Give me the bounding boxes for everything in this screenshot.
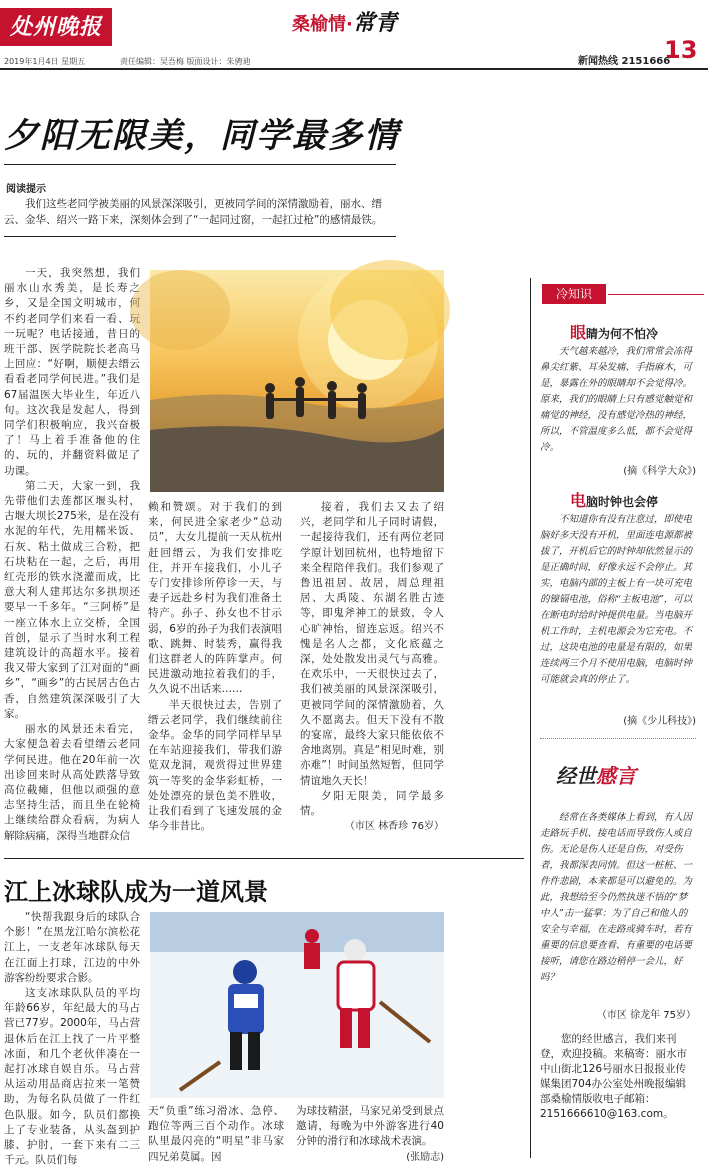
section-name-b: 常青 — [352, 11, 397, 36]
eye-title-rest: 睛为何不怕冷 — [586, 327, 659, 341]
paragraph: 第二天，大家一到，我先带他们去莲都区堰头村，古堰大坝长275米，是在没有水泥的年代，先用糯米饭、石灰、粘土做成三合粉，把石块粘在一起，之后，再用红壳形的铁水浇灌而成，比意大利人建邦达尔多拱坝还要早一千多年。“三阿桥”是一座立体水上立交桥，全国首创，显示了当时水利工程建筑设计的高超水平。接着我又带大家到了江对面的“画乡”，“画乡”的古民居古色古香，自然建筑深深吸引了大家。 — [4, 479, 140, 720]
lead-divider — [4, 164, 396, 165]
page-number: 13 — [664, 36, 698, 64]
clock-title-rest: 脑时钟也会停 — [586, 495, 659, 509]
eye-item-body: 天气越来越冷，我们常常会冻得鼻尖红紫、耳朵发痛、手指麻木，可是，暴露在外的眼睛却不会觉得冷。原来，我们的眼睛上只有感觉触觉和痛觉的神经，没有感觉冷热的神经，所以，不管温度多么低，都不会觉得冷。 — [540, 346, 693, 453]
eye-item-title — [570, 320, 658, 343]
editors-credit: 责任编辑：吴吾梅 版面设计：朱骋迪 — [120, 57, 251, 66]
submission-invite: 您的经世感言，我们来刊登，欢迎投稿。来稿寄：丽水市中山街北126号丽水日报报业传媒集团704办公室处州晚报编辑部桑榆情版收电子邮箱：2151666610@163.com。 — [540, 1033, 687, 1120]
ice-column-1 — [4, 910, 140, 1167]
badge-line — [608, 294, 704, 295]
lead-divider-bottom — [4, 236, 396, 237]
paragraph: 接着，我们去又去了绍兴，老同学和儿子同时请假，一起接待我们，还有两位老同学原计划回杭州，也特地留下来全程陪伴我们。我们参观了鲁迅祖居、故居，周总理祖居、大禹陵、东湖名胜古迹等，即鬼斧神工的景致，令人心旷神怡，留连忘返。绍兴不愧是名人之都，文化底蕴之深，处处散发出灵气与高雅。在欢乐中，一天很快过去了，我们被美丽的风景深深吸引，更被同学间的深情激励着，久久不愿离去。但天下没有不散的宴席，最终大家只能依依不舍地离别。真是“相见时难，别亦难”！时间虽然短暂，但同学情谊地久天长！ — [300, 501, 444, 787]
lead-text: 我们这些老同学被美丽的风景深深吸引，更被同学间的深情激励着，丽水、缙云、金华、绍兴一路下来，深刻体会到了“一起同过窗，一起扛过枪”的感情最铁。 — [4, 198, 383, 226]
eye-title-big: 眼 — [570, 323, 587, 342]
paragraph: 半天很快过去，告别了缙云老同学，我们继续前往金华。金华的同学同样早早在车站迎接我们，带我们游览双龙洞，观赏得过世界建筑一等奖的金华彩虹桥，一处处漂亮的景色美不胜收，让我们看到了飞速发展的金华今非昔比。 — [148, 698, 282, 833]
experience-column-title — [556, 760, 636, 789]
article-column-3 — [300, 500, 444, 840]
clock-item-title — [570, 488, 658, 511]
experience-title-b: 感言 — [596, 764, 636, 788]
sidebar-dotted-divider — [540, 738, 696, 739]
experience-signature: （市区 徐龙年 75岁） — [596, 1010, 696, 1021]
dateline: 2019年1月4日 星期五 — [4, 57, 86, 66]
sunset-friends-photo — [150, 270, 444, 492]
paragraph: 赖和赞颂。对于我们的到来，何民进全家老少“总动员”，大女儿提前一天从杭州赶回缙云，为我们安排吃住，并开车接我们，小儿子专门安排诊所停诊一天，与妻子远赴乡村为我们准备土特产。孙子、孙女也不甘示弱，6岁的孙子为我们表演唱歌、跳舞、时装秀，赢得我们这群老人的阵阵掌声。何民进激动地拉着我们的手，久久说不出话来…… — [148, 501, 282, 696]
masthead-divider — [0, 68, 708, 70]
clock-title-big: 电 — [570, 491, 587, 510]
article-column-1 — [4, 266, 140, 844]
article-column-2 — [148, 500, 282, 840]
sidebar-divider — [530, 278, 531, 1158]
clock-item-body: 不知道你有没有注意过，即使电脑好多天没有开机，里面连电源都被拔了，开机后它的时钟却依然显示的是正确时间，好像永远不会停止。其实，电脑内部的主板上有一块可充电的镍镉电池，俗称“主板电池”，可以在断电时给时钟提供电量。当电脑开机工作时，主机电源会为它充电。不过，这块电池的电量是有限的，如果连续两三个月不使用电脑，电脑时钟可能就会真的停止了。 — [540, 514, 693, 685]
section-name — [292, 6, 397, 37]
ice-hockey-photo — [150, 912, 444, 1098]
lead-label: 阅读提示 — [6, 184, 46, 195]
paragraph: 为球技精湛，马家兄弟受到景点邀请，每晚为中外游客进行40分钟的滑行和冰球战术表演。 — [296, 1105, 444, 1148]
paragraph: 夕阳无限美，同学最多情。 — [300, 789, 444, 818]
paragraph: 这支冰球队队员的平均年龄66岁，年纪最大的马占营已77岁。2000年，马占营退休后在江上找了一片平整冰面，和几个老伙伴凑在一起打冰球自娱自乐。马占营从运动用品商店拉来一笔赞助，为每名队员做了一件红色队服。如今，队员们都换上了专业装备，从头盔到护膝、护肘，一套下来有二三千元。队员们每 — [4, 987, 140, 1167]
main-headline: 夕阳无限美，同学最多情 — [4, 116, 400, 156]
experience-body: 经常在各类媒体上看到，有人因走路玩手机、接电话而导致伤人或自伤。无论是伤人还是自伤，对受伤者，我都深表同情。但这一桩桩、一件件悲剧，本来都是可以避免的。为此，我想给至今仍然执迷不悟的“梦中人”击一猛掌：为了自己和他人的安全与幸福，在走路或骑车时，若有重要的信息要查看、有重要的电话要接听，请您在路边稍停一会儿，好吗？ — [540, 812, 693, 983]
ice-headline: 江上冰球队成为一道风景 — [4, 878, 268, 906]
experience-title-a: 经世 — [556, 764, 596, 788]
paragraph: 丽水的风景还未看完，大家便急着去看望缙云老同学何民进。他在20年前一次出诊回来时从高处跌落导致高位截瘫，但他以顽强的意志坚持生活，而且坐在轮椅上继续给群众看病，为病人解除病痛，深得当地群众信 — [4, 723, 140, 842]
ice-column-3 — [296, 1104, 444, 1163]
cold-knowledge-badge: 冷知识 — [542, 284, 606, 304]
ice-column-2 — [148, 1104, 284, 1163]
ice-author-signature: (张励志) — [406, 1151, 444, 1163]
paragraph: 天“负重”练习滑冰、急停、跑位等两三百个动作。冰球队里最闪亮的“明星”非马家四兄弟莫属。因 — [148, 1105, 284, 1163]
author-signature: （市区 林香珍 76岁） — [344, 821, 444, 833]
paragraph: 一天，我突然想，我们丽水山水秀美，是长寿之乡，又是全国文明城市，何不约老同学们来看一看、玩一玩呢？电话接通，昔日的班干部、医学院院长老高马上回应：“好啊，顺便去缙云看看老同学何民进。”我们是67届温医大毕业生，年近八旬。这次我是发起人，得到同学们积极响应，我兴奋极了！马上着手准备他的住的、玩的，并翻资料做足了功课。 — [4, 267, 140, 477]
eye-item-source: (摘《科学大众》) — [623, 466, 696, 477]
paragraph: “快帮我跟身后的球队合个影！”在黑龙江哈尔滨松花江上，一支老年冰球队每天在江面上打球，江边的中外游客纷纷要求合影。 — [4, 911, 140, 984]
clock-item-source: (摘《少儿科技》) — [623, 716, 696, 727]
news-hotline: 新闻热线 2151666 — [578, 56, 671, 67]
section-name-a: 桑榆情· — [292, 14, 353, 35]
newspaper-logo: 处州晚报 — [0, 8, 112, 46]
bottom-divider — [4, 858, 524, 859]
